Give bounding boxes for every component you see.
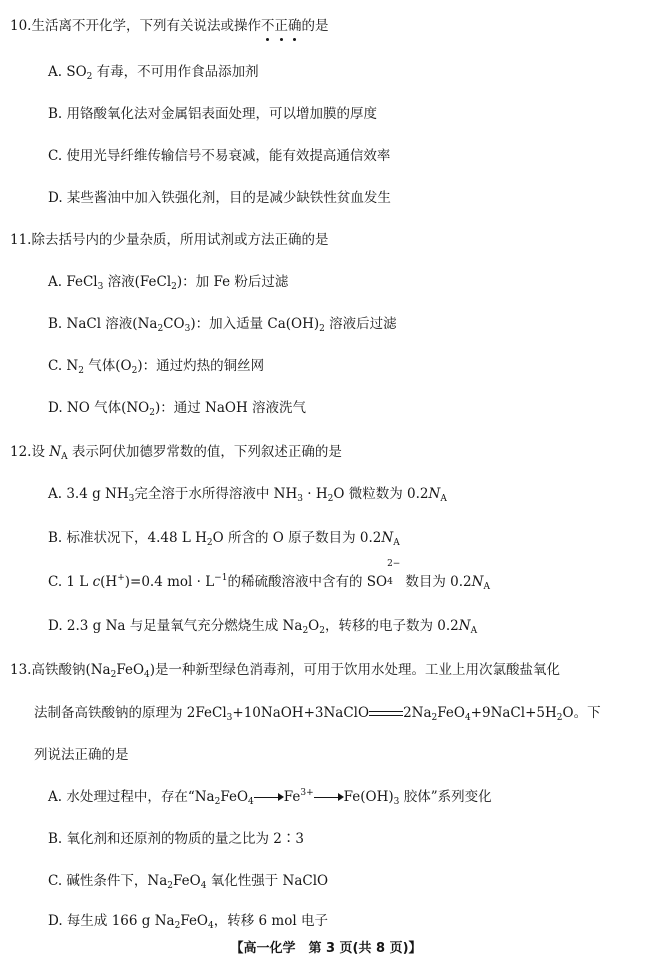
reaction-arrow-icon	[314, 793, 344, 803]
q10-stem: 10.生活离不开化学，下列有关说法或操作不正确的是	[10, 18, 329, 34]
page-footer: 【高一化学 第 3 页(共 8 页)】	[230, 941, 422, 956]
q13-option-b: B. 氧化剂和还原剂的物质的量之比为 2∶3	[48, 831, 304, 847]
q13-option-d: D. 每生成 166 g $Na_2FeO_4$，转移 6 mol 电子	[48, 913, 328, 931]
q13-stem-line1: 13.高铁酸钠$(Na_2FeO_4)$是一种新型绿色消毒剂，可用于饮用水处理。工业上用次氯酸盐氧化	[10, 662, 561, 680]
q10-option-d: D. 某些酱油中加入铁强化剂，目的是减少缺铁性贫血发生	[48, 190, 391, 206]
q12-option-b: B. 标准状况下，4.48 L $H_2O$ 所含的 O 原子数目为 $0.2N_A$	[48, 530, 400, 548]
q11-option-c: C. $N_2$ 气体$(O_2)$：通过灼热的铜丝网	[48, 358, 265, 376]
q13-stem-line2: 法制备高铁酸钠的原理为 2FeCl$_3$+10NaOH+3NaClO $2Na_2FeO_4+9NaCl+5H_2O$。下	[34, 705, 601, 723]
q13-stem-line3: 列说法正确的是	[34, 747, 129, 763]
q10-option-a: A. $SO_2$ 有毒，不可用作食品添加剂	[48, 64, 259, 82]
q10-option-b: B. 用铬酸氧化法对金属铝表面处理，可以增加膜的厚度	[48, 106, 378, 122]
reaction-equals-sign	[369, 710, 403, 718]
q11-option-b: B. NaCl 溶液$(Na_2CO_3)$：加入适量 $Ca(OH)_2$ 溶液后过滤	[48, 316, 397, 334]
q13-option-c: C. 碱性条件下，$Na_2FeO_4$ 氧化性强于 NaClO	[48, 873, 329, 891]
reaction-arrow-icon	[254, 793, 284, 803]
q12-option-a: A. 3.4 g $NH_3$完全溶于水所得溶液中 $NH_3 \cdot H_2O$ 微粒数为 $0.2N_A$	[48, 486, 447, 504]
q11-option-d: D. NO 气体$(NO_2)$：通过 NaOH 溶液洗气	[48, 400, 307, 418]
q10-option-c: C. 使用光导纤维传输信号不易衰减，能有效提高通信效率	[48, 148, 391, 164]
q12-stem: 12.设 $N_A$ 表示阿伏加德罗常数的值，下列叙述正确的是	[10, 444, 342, 462]
q11-stem: 11.除去括号内的少量杂质，所用试剂或方法正确的是	[10, 232, 329, 248]
emphasis-dot: 正	[274, 18, 288, 34]
emphasis-dot: 不	[260, 18, 275, 34]
emphasis-dot: 确	[287, 18, 302, 34]
q13-option-a: A. 水处理过程中，存在“$Na_2FeO_4$ $Fe^{3+}$ $Fe(OH)_3$ 胶体”系列变化	[48, 788, 492, 807]
q11-option-a: A. FeCl$_3$ 溶液(FeCl$_2$)：加 Fe 粉后过滤	[48, 274, 289, 292]
q12-option-d: D. 2.3 g Na 与足量氧气充分燃烧生成 $Na_2O_2$，转移的电子数为 $0.2N_A$	[48, 618, 478, 636]
q12-option-c: C. 1 L c(H+)=0.4 mol · $L^{-1}$的稀硫酸溶液中含有的 SO 2− 4 数目为 $0.2N_A$	[48, 559, 490, 592]
